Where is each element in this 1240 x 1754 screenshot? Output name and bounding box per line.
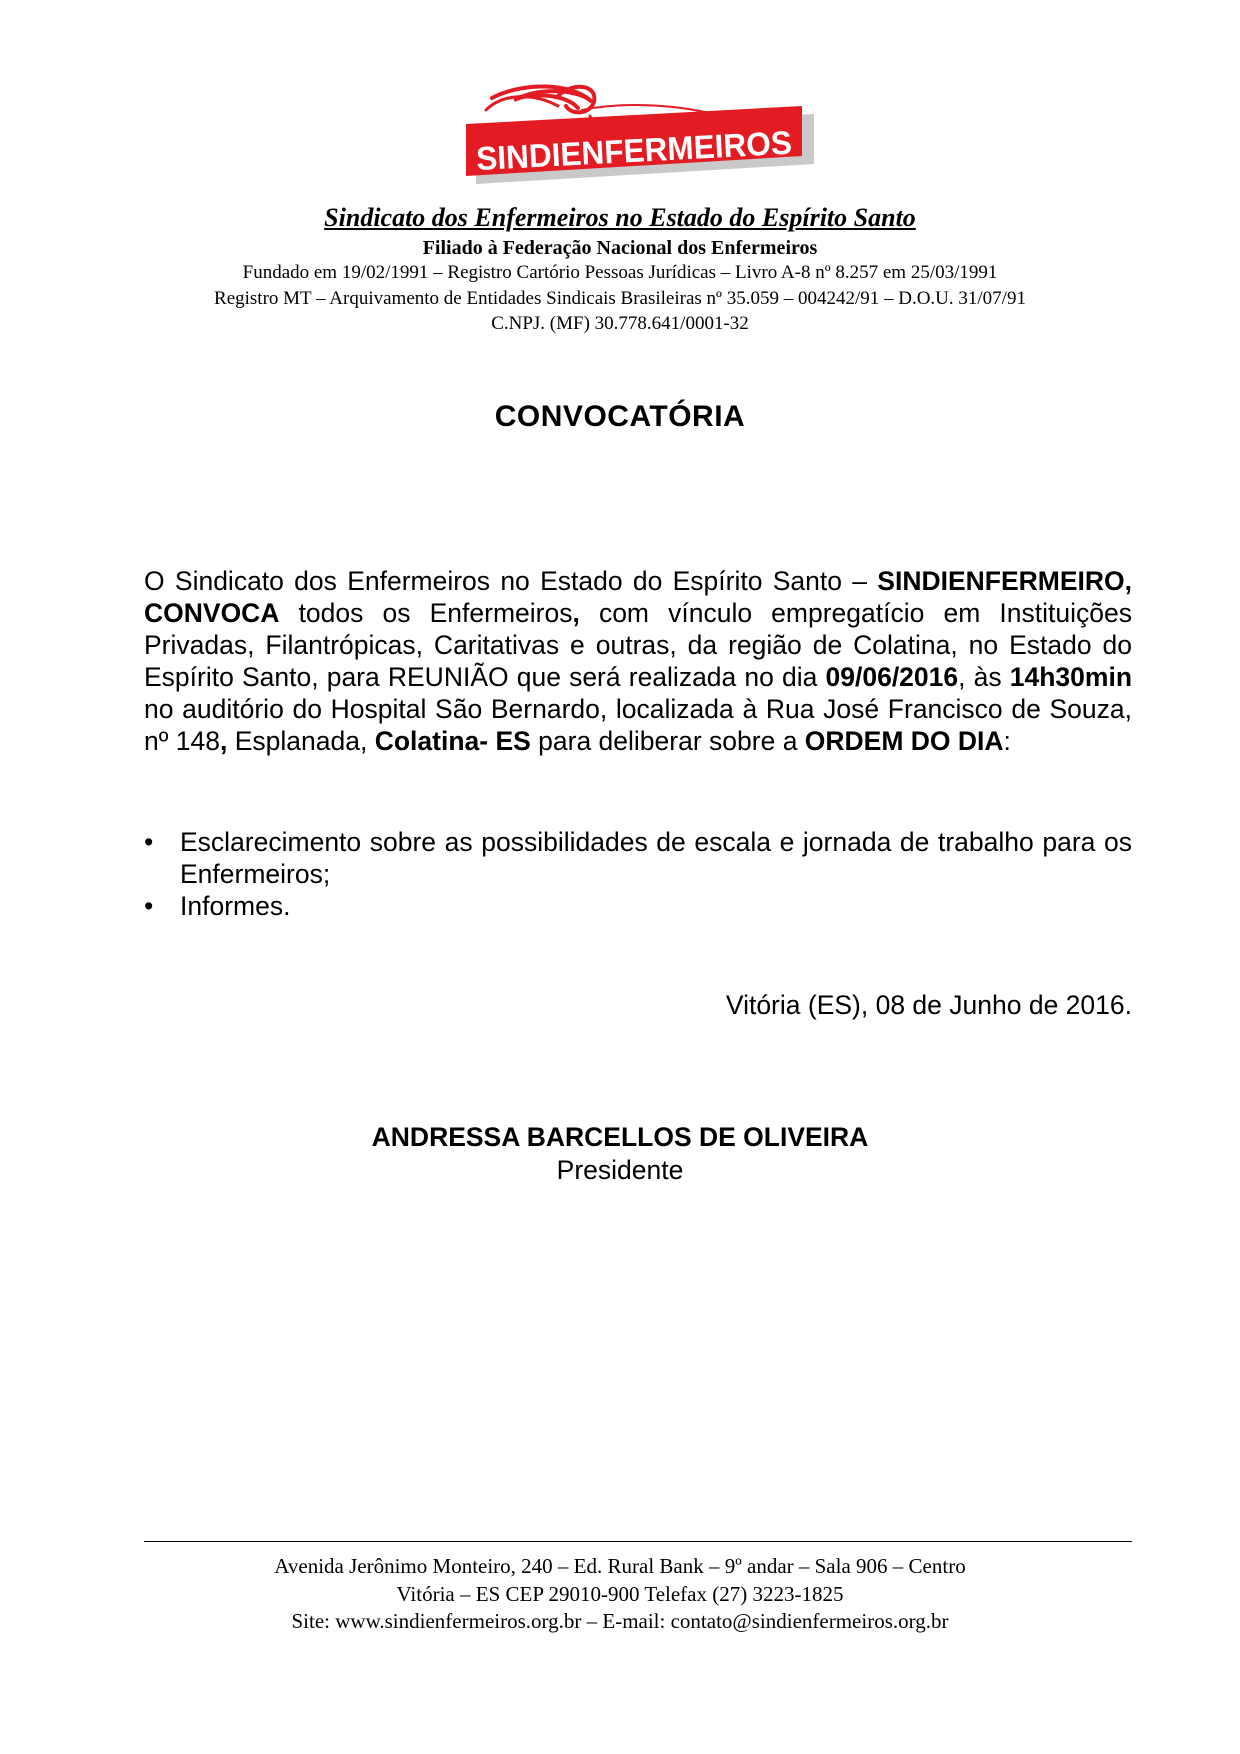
- footer-contact: Site: www.sindienfermeiros.org.br – E-mail: contato@sindienfermeiros.org.br: [291, 1609, 949, 1633]
- body-text: Esplanada,: [227, 726, 375, 756]
- place-and-date: Vitória (ES), 08 de Junho de 2016.: [725, 990, 1132, 1020]
- document-title: CONVOCATÓRIA: [494, 400, 746, 433]
- agenda-item: [144, 890, 1132, 922]
- cnpj-line: C.NPJ. (MF) 30.778.641/0001-32: [491, 313, 749, 334]
- agenda-label: ORDEM DO DIA: [804, 726, 1004, 756]
- footer-city-phone: Vitória – ES CEP 29010-900 Telefax (27) 3223-1825: [396, 1582, 844, 1606]
- agenda-item: [144, 826, 1132, 890]
- footer-divider: [144, 1541, 1132, 1542]
- meeting-date: 09/06/2016: [825, 662, 959, 692]
- agenda-item-text: Informes.: [180, 891, 291, 921]
- body-text: no auditório do Hospital São Bernardo, localizada à Rua José Francisco de Souza, nº 148: [144, 694, 1132, 756]
- registration-line-1: Fundado em 19/02/1991 – Registro Cartório Pessoas Jurídicas – Livro A-8 nº 8.257 em 25/03/1991: [242, 262, 998, 283]
- body-text: com vínculo empregatício em Instituições Privadas, Filantrópicas, Caritativas e outras, da região de Colatina, no Estado do Espírito Santo, para REUNIÃO que será realizada no dia: [144, 598, 1132, 692]
- bullet-icon: •: [144, 827, 154, 857]
- body-text: , às: [958, 662, 1010, 692]
- union-name: Sindicato dos Enfermeiros no Estado do Espírito Santo: [324, 203, 916, 232]
- convocation-paragraph: [144, 565, 1132, 757]
- agenda-item-text: Esclarecimento sobre as possibilidades de escala e jornada de trabalho para os Enfermeiros;: [180, 827, 1132, 889]
- footer-address: Avenida Jerônimo Monteiro, 240 – Ed. Rural Bank – 9º andar – Sala 906 – Centro: [274, 1554, 966, 1578]
- body-text: :: [1003, 726, 1011, 756]
- signer-name: ANDRESSA BARCELLOS DE OLIVEIRA: [371, 1122, 869, 1152]
- registration-line-2: Registro MT – Arquivamento de Entidades Sindicais Brasileiras nº 35.059 – 004242/91 – D.O.U. 31/07/91: [214, 288, 1026, 309]
- agenda-list: [144, 826, 1132, 922]
- logo-text: SINDIENFERMEIROS: [475, 122, 807, 178]
- body-text: para deliberar sobre a: [530, 726, 805, 756]
- meeting-time: 14h30min: [1009, 662, 1133, 692]
- body-text: todos os Enfermeiros: [279, 598, 573, 628]
- body-punctuation: ,: [572, 598, 580, 628]
- sindienfermeiros-logo: [462, 80, 814, 196]
- bullet-icon: •: [144, 891, 154, 921]
- body-text: O Sindicato dos Enfermeiros no Estado do Espírito Santo –: [144, 566, 878, 596]
- meeting-city: Colatina- ES: [374, 726, 531, 756]
- body-punctuation: ,: [220, 726, 228, 756]
- signer-role: Presidente: [556, 1155, 684, 1185]
- org-name: SINDIENFERMEIRO, CONVOCA: [144, 566, 1132, 628]
- affiliation: Filiado à Federação Nacional dos Enfermeiros: [422, 237, 818, 259]
